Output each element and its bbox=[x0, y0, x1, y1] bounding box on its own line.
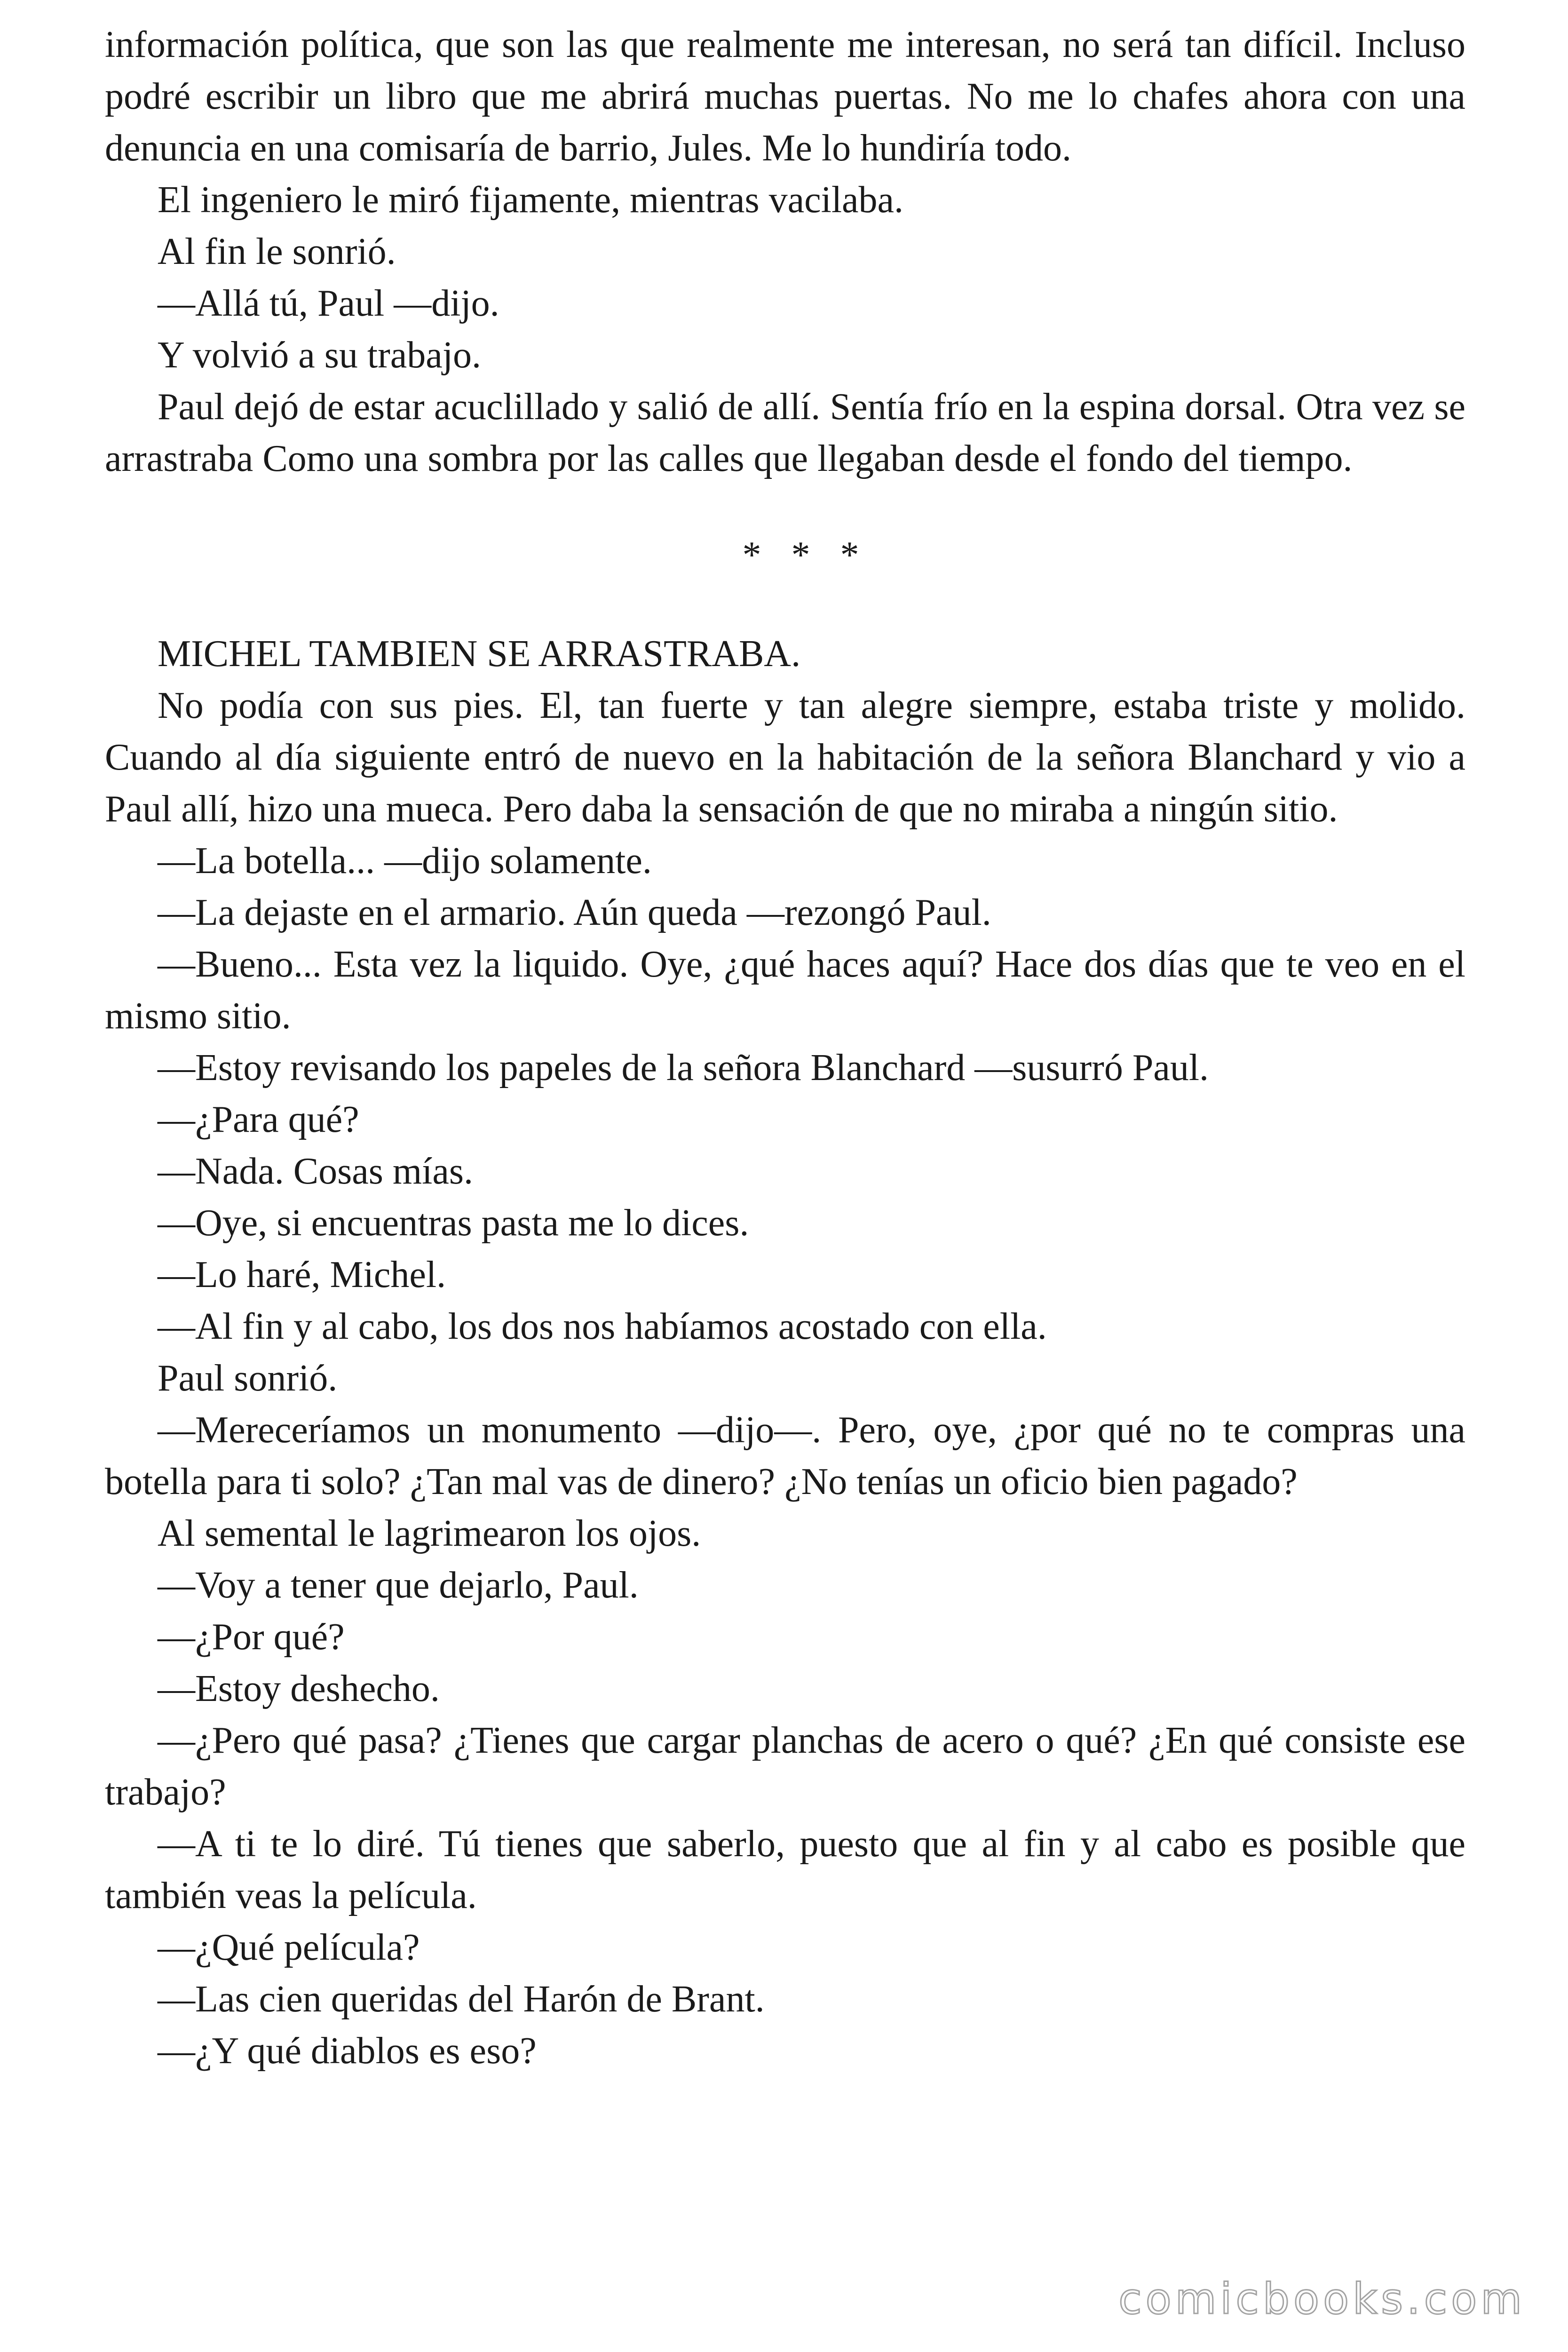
paragraph: El ingeniero le miró fijamente, mientras vacilaba. bbox=[158, 179, 904, 221]
paragraph: —Las cien queridas del Harón de Brant. bbox=[158, 1979, 765, 2020]
paragraph: —¿Para qué? bbox=[158, 1099, 359, 1140]
paragraph: Al fin le sonrió. bbox=[158, 231, 396, 272]
paragraph: —Estoy revisando los papeles de la señora Blanchard —susurró Paul. bbox=[158, 1047, 1209, 1089]
paragraph: —A ti te lo diré. Tú tienes que saberlo, puesto que al fin y al cabo es posible que también veas la película. bbox=[105, 1823, 1465, 1916]
paragraph: —La dejaste en el armario. Aún queda —rezongó Paul. bbox=[158, 892, 991, 933]
paragraph: —Bueno... Esta vez la liquido. Oye, ¿qué haces aquí? Hace dos días que te veo en el mismo sitio. bbox=[105, 944, 1465, 1037]
paragraph: —Al fin y al cabo, los dos nos habíamos acostado con ella. bbox=[158, 1306, 1047, 1347]
paragraph: —La botella... —dijo solamente. bbox=[158, 840, 652, 882]
text-block-after-break bbox=[105, 628, 1465, 2077]
paragraph: Y volvió a su trabajo. bbox=[158, 334, 482, 376]
paragraph: Paul dejó de estar acuclillado y salió de allí. Sentía frío en la espina dorsal. Otra vez se arrastraba Como una sombra por las calles que llegaban desde el fondo del tiempo. bbox=[105, 386, 1465, 479]
section-break: * * * bbox=[742, 534, 870, 576]
paragraph: —Estoy deshecho. bbox=[158, 1668, 440, 1709]
paragraph: —¿Qué película? bbox=[158, 1927, 420, 1968]
paragraph: —Oye, si encuentras pasta me lo dices. bbox=[158, 1202, 749, 1244]
paragraph: información política, que son las que realmente me interesan, no será tan difícil. Incluso podré escribir un libro que me abrirá muchas puertas. No me lo chafes ahora con una denuncia en una comisaría de barrio, Jules. Me lo hundiría todo. bbox=[105, 24, 1465, 169]
paragraph: Paul sonrió. bbox=[158, 1358, 338, 1399]
book-page bbox=[105, 19, 1465, 2077]
paragraph: No podía con sus pies. El, tan fuerte y tan alegre siempre, estaba triste y molido. Cuando al día siguiente entró de nuevo en la habitación de la señora Blanchard y vio a Paul allí, hizo una mueca. Pero daba la sensación de que no miraba a ningún sitio. bbox=[105, 685, 1465, 830]
paragraph: —¿Pero qué pasa? ¿Tienes que cargar planchas de acero o qué? ¿En qué consiste ese trabajo? bbox=[105, 1720, 1465, 1813]
paragraph: MICHEL TAMBIEN SE ARRASTRABA. bbox=[158, 633, 801, 675]
text-block-before-break bbox=[105, 19, 1465, 485]
paragraph: —Lo haré, Michel. bbox=[158, 1254, 446, 1295]
paragraph: Al semental le lagrimearon los ojos. bbox=[158, 1513, 701, 1554]
paragraph: —Voy a tener que dejarlo, Paul. bbox=[158, 1565, 639, 1606]
watermark-text: comicbooks.com bbox=[1118, 2274, 1526, 2324]
paragraph: —Nada. Cosas mías. bbox=[158, 1151, 474, 1192]
paragraph: —¿Por qué? bbox=[158, 1616, 345, 1658]
paragraph: —¿Y qué diablos es eso? bbox=[158, 2030, 537, 2072]
paragraph: —Allá tú, Paul —dijo. bbox=[158, 283, 499, 324]
paragraph: —Mereceríamos un monumento —dijo—. Pero, oye, ¿por qué no te compras una botella para ti solo? ¿Tan mal vas de dinero? ¿No tenías un oficio bien pagado? bbox=[105, 1409, 1465, 1502]
